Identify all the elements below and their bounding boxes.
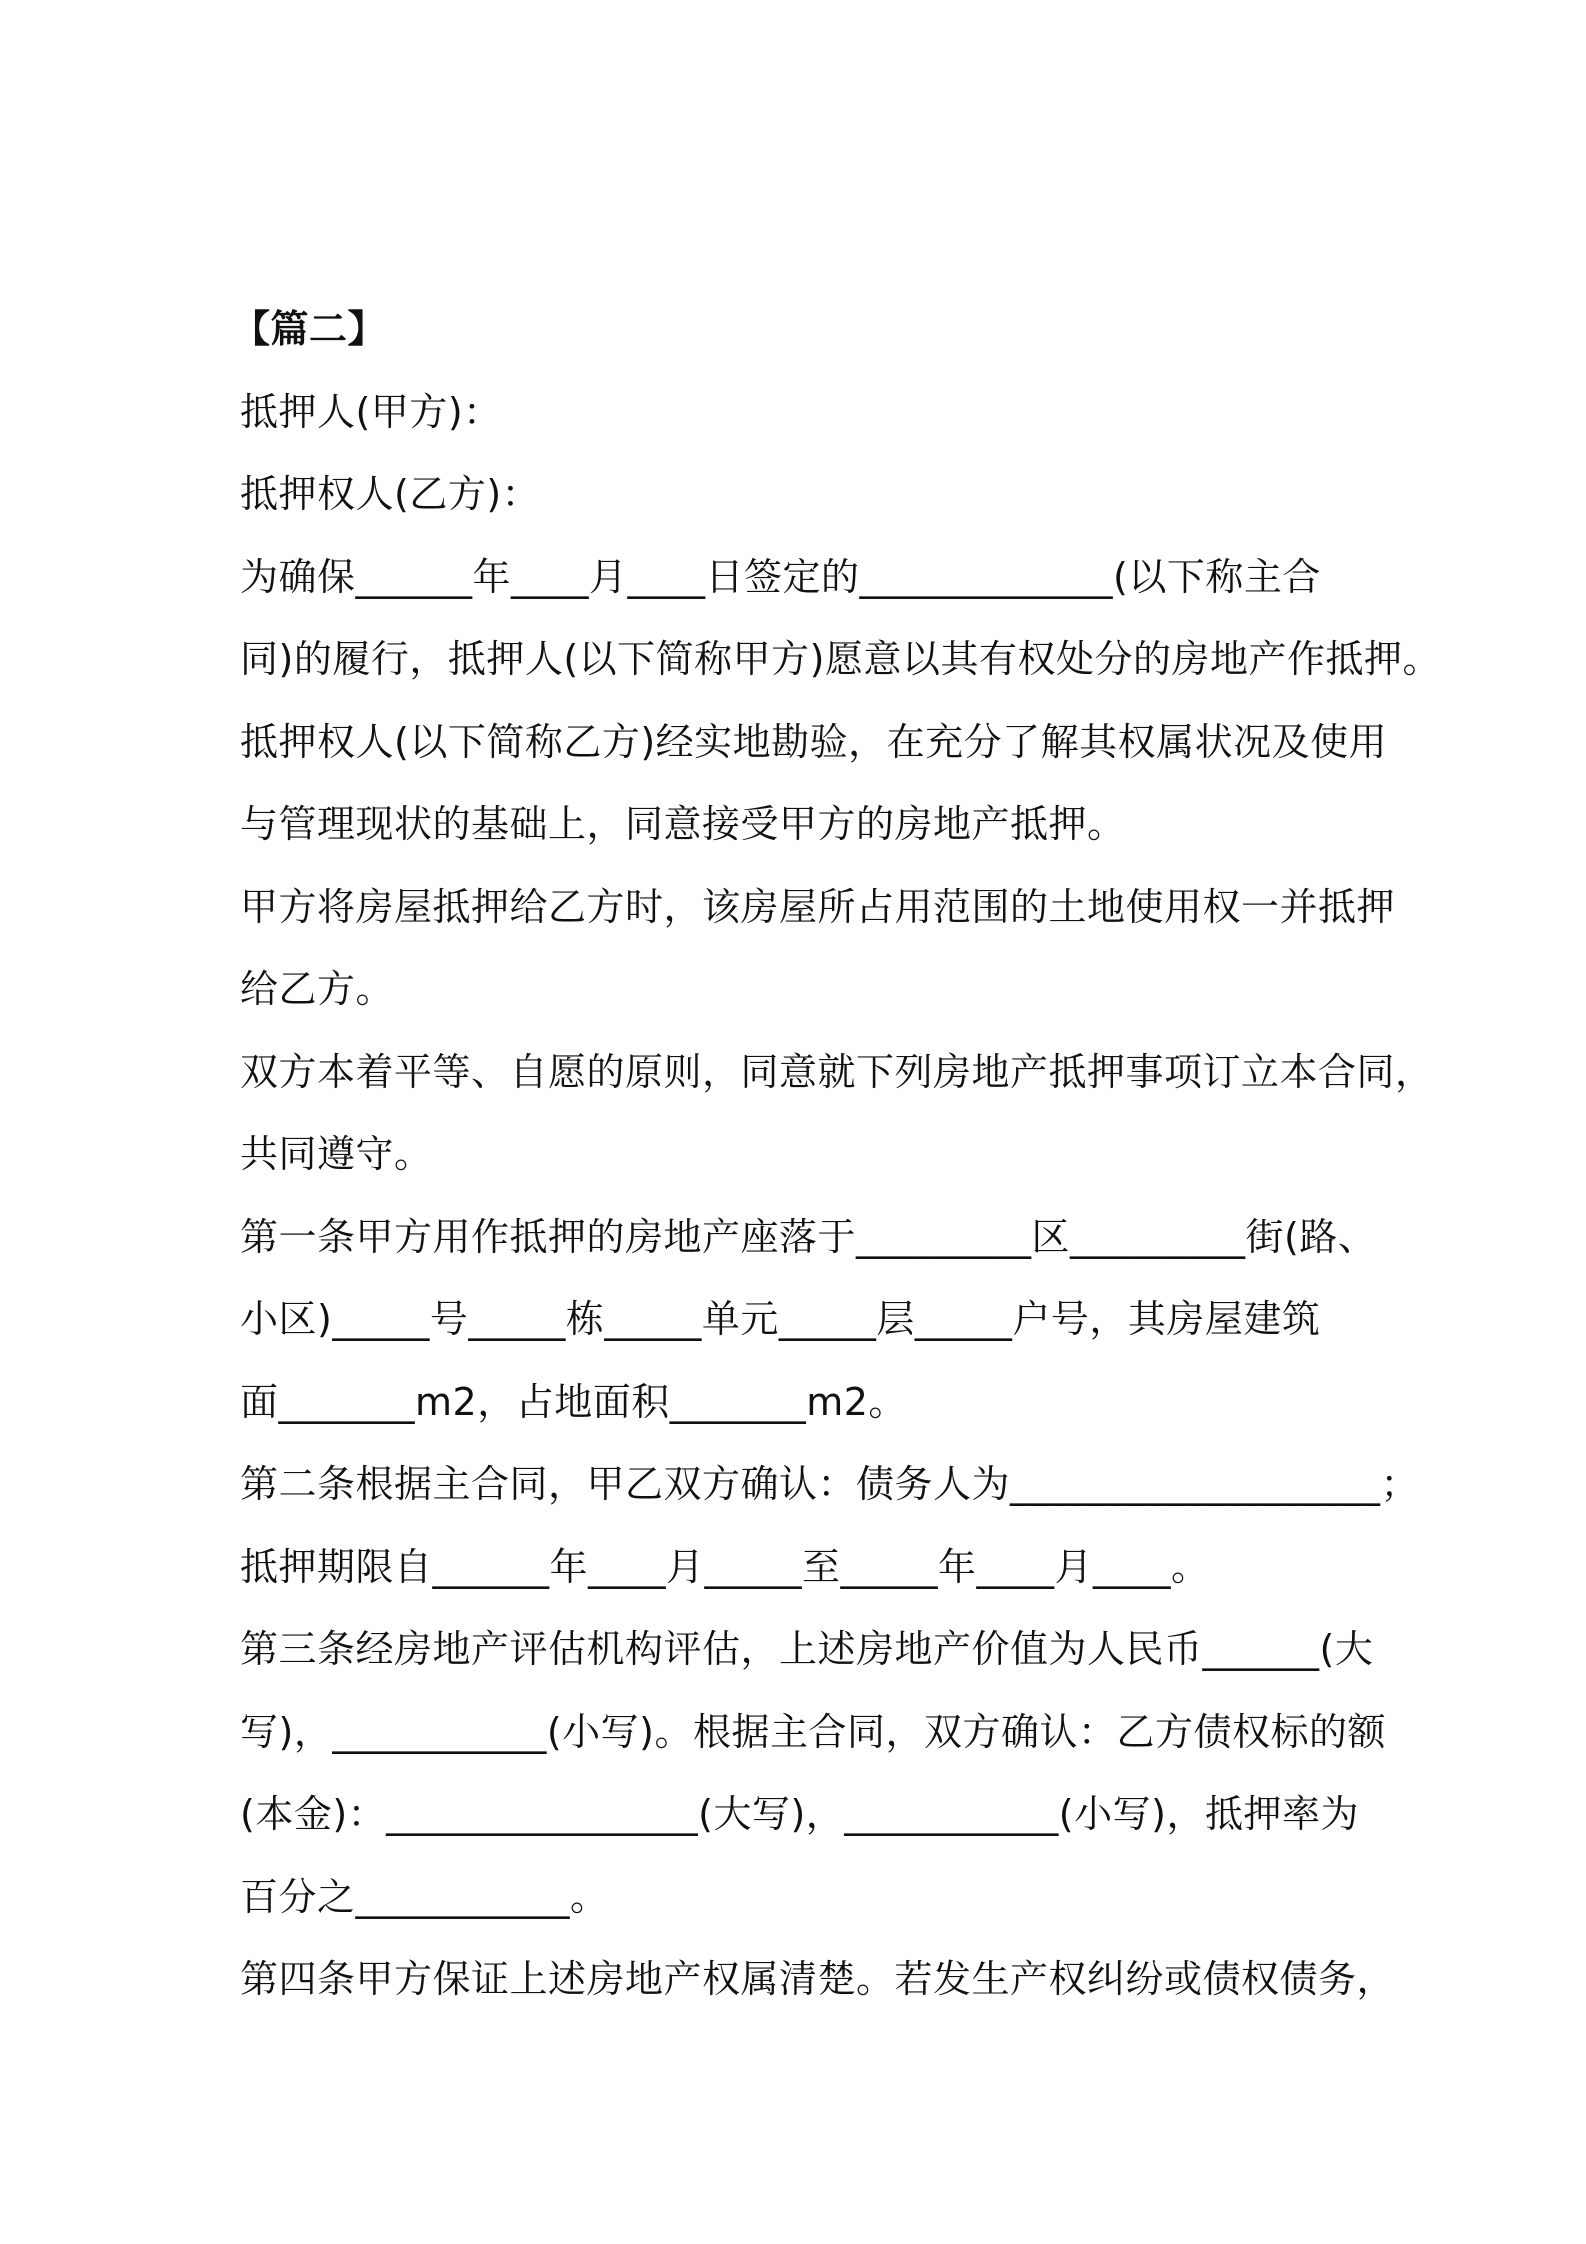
article-3-line: (本金)：________________(大写)，___________(小写)，抵押率为 (240, 1792, 1359, 1836)
article-2-line: 第二条根据主合同，甲乙双方确认：债务人为___________________； (240, 1462, 1420, 1506)
article-2-line: 抵押期限自______年____月_____至_____年____月____。 (240, 1544, 1210, 1589)
section-title: 【篇二】 (232, 307, 387, 351)
article-3-line: 百分之___________。 (240, 1874, 609, 1919)
article-3-line: 写)，___________(小写)。根据主合同，双方确认：乙方债权标的额 (240, 1709, 1386, 1754)
article-4-line: 第四条甲方保证上述房地产权属清楚。若发生产权纠纷或债权债务， (240, 1957, 1396, 2001)
text-line: 与管理现状的基础上，同意接受甲方的房地产抵押。 (240, 802, 1126, 846)
text-line-mortgagor: 抵押人(甲方)： (240, 389, 502, 434)
article-1-line: 面_______m2，占地面积_______m2。 (240, 1379, 907, 1424)
text-line-mortgagee: 抵押权人(乙方)： (240, 472, 541, 516)
text-line: 甲方将房屋抵押给乙方时，该房屋所占用范围的土地使用权一并抵押 (240, 884, 1396, 929)
article-1-line: 小区)_____号_____栋_____单元_____层_____户号，其房屋建筑 (240, 1297, 1321, 1341)
text-line: 抵押权人(以下简称乙方)经实地勘验，在充分了解其权属状况及使用 (240, 719, 1388, 764)
text-line: 共同遵守。 (240, 1132, 433, 1176)
article-1-line: 第一条甲方用作抵押的房地产座落于_________区_________街(路、 (240, 1214, 1377, 1259)
text-line: 双方本着平等、自愿的原则，同意就下列房地产抵押事项订立本合同， (240, 1049, 1434, 1094)
article-3-line: 第三条经房地产评估机构评估，上述房地产价值为人民币______(大 (240, 1627, 1374, 1671)
document-body (232, 288, 1441, 2021)
text-line: 给乙方。 (240, 967, 395, 1011)
text-line: 为确保______年____月____日签定的_____________(以下称主合 (240, 554, 1321, 599)
text-line: 同)的履行，抵押人(以下简称甲方)愿意以其有权处分的房地产作抵押。 (240, 637, 1441, 681)
